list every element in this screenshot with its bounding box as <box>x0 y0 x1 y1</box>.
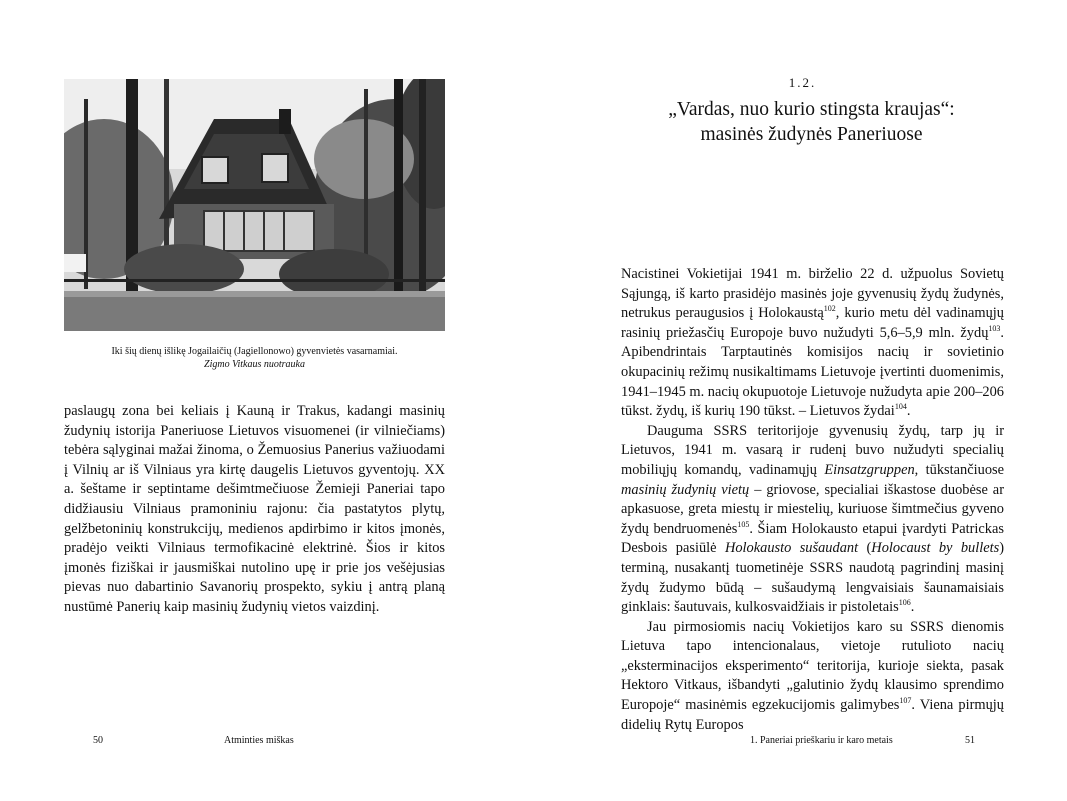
caption-credit: Zigmo Vitkaus nuotrauka <box>204 359 305 370</box>
paragraph-2 <box>621 422 1004 618</box>
italic-term: masinių žudynių vietų <box>621 481 750 498</box>
text-run: Nacistinei Vokietijai 1941 m. birželio 22 d. užpuolus Sovietų Sąjungą, iš karto prasidėjo masinės joje gyvenusių žydų žudynės, netrukus peraugusios į Holokaustą <box>621 266 1004 322</box>
right-page <box>534 0 1067 801</box>
running-head-left: Atminties miškas <box>224 735 294 746</box>
footnote-ref: 106 <box>898 598 911 608</box>
italic-term: Einsatzgruppen <box>824 461 915 478</box>
paragraph-3 <box>621 618 1004 736</box>
text-run: . Viena pirmųjų didelių Rytų Europos <box>621 697 1004 733</box>
section-number: 1.2. <box>788 75 817 90</box>
footnote-ref: 107 <box>899 696 912 706</box>
footnote-ref: 103 <box>988 323 1001 333</box>
house-photo-illustration <box>64 79 445 331</box>
text-run: – griovose, specialiai iškastose duobėse ar apkasuose, greta miestų ir miestelių, kuriuose šimtmečius gyveno žydų bendruomenės <box>621 481 1004 537</box>
page-number-right: 51 <box>965 735 975 746</box>
text-run: Dauguma SSRS teritorijoje gyvenusių žydų, tarp jų ir Lietuvos, 1941 m. vasarą ir rudenį buvo nužudyti specialių mobiliųjų komandų, vadinamųjų <box>621 422 1004 478</box>
text-run: . <box>910 599 915 616</box>
text-run: ) terminą, nusakantį tuometinėje SSRS naudotą pagrindinį masinį žydų žudymo būdą – sušaudymą lengvaisiais šaunamaisiais ginklais: šautuvais, kulkosvaidžiais ir pistoletais <box>621 540 1005 616</box>
left-page <box>0 0 533 801</box>
text-run: , kurio metu dėl vadinamųjų rasinių priežasčių Europoje buvo nužudyti 5,6–5,9 mln. žydų <box>621 305 1004 341</box>
italic-term: Holokausto sušaudant <box>724 540 859 557</box>
chapter-title-line1: „Vardas, nuo kurio stingsta kraujas“: <box>668 99 955 120</box>
photo-caption <box>64 345 445 371</box>
left-paragraph: paslaugų zona bei keliais į Kauną ir Trakus, kadangi masinių žudynių istorija Paneriuose Lietuvos visuomenei (ir vilniečiams) tebėra sąlyginai mažai žinoma, o Žemuosius Panerius važiuodami į Vilnių ar iš Vilniaus yra kirtę daugelis Lietuvos gyventojų. XX a. šeštame ir septintame dešimtmečiuose Žemieji Paneriai tapo didžiausiu Vilniaus pramoniniu rajonu: čia pastatytos plytų, gelžbetoninių konstrukcijų, medienos apdirbimo ir kitos įmonės, pradėjo veikti Vilniaus termofikacinė elektrinė. Šios ir kitos įmonės fiziškai ir jausmiškai nutolino upę ir prie jos vešėjusias pievas nuo dabartinio Savanorių prospekto, sykiu į antrą planą nustūmė Panerių kaip masinių žudynių vietos vaizdinį. <box>64 403 445 615</box>
running-head-right: 1. Paneriai prieškariu ir karo metais <box>750 735 893 746</box>
page-number-left: 50 <box>93 735 103 746</box>
left-body-text <box>64 402 445 618</box>
footnote-ref: 102 <box>823 304 836 314</box>
paragraph-1 <box>621 265 1004 422</box>
text-run: , tūkstančiuose <box>914 461 1005 478</box>
chapter-title-line2: masinės žudynės Paneriuose <box>700 124 923 145</box>
text-run: . Apibendrintais Tarptautinės komisijos nacių ir sovietinio okupacinių režimų nusikaltimams Lietuvoje įvertinti duomenimis, 1941–1945 m. nacių okupuotoje Lietuvoje nužudyta apie 200–206 tūkst. žydų, iš kurių 190 tūkst. – Lietuvos žydai <box>621 324 1004 420</box>
text-run: . Šiam Holokausto etapui įvardyti Patrickas Desbois pasiūlė <box>621 520 1004 557</box>
caption-text: Iki šių dienų išlikę Jogailaičių (Jagiellonowo) gyvenvietės vasarnamiai. <box>111 346 398 357</box>
chapter-title <box>604 97 1019 147</box>
text-run: ( <box>858 540 872 557</box>
italic-term: Holocaust by bullets <box>871 540 1000 557</box>
text-run: . <box>906 403 911 420</box>
right-body-text <box>621 265 1004 735</box>
house-photo <box>64 79 445 331</box>
footnote-ref: 104 <box>894 402 907 412</box>
text-run: Jau pirmosiomis nacių Vokietijos karo su SSRS dienomis Lietuva tapo intencionalaus, vietoje rutulioto nacių „eksterminacijos eksperimento“ teritorija, kurioje siekta, pasak Hektoro Vitkaus, išbandyti „galutinio žydų klausimo sprendimo Europoje“ masinėmis egzekucijomis galimybes <box>621 618 1004 714</box>
footnote-ref: 105 <box>737 519 750 529</box>
